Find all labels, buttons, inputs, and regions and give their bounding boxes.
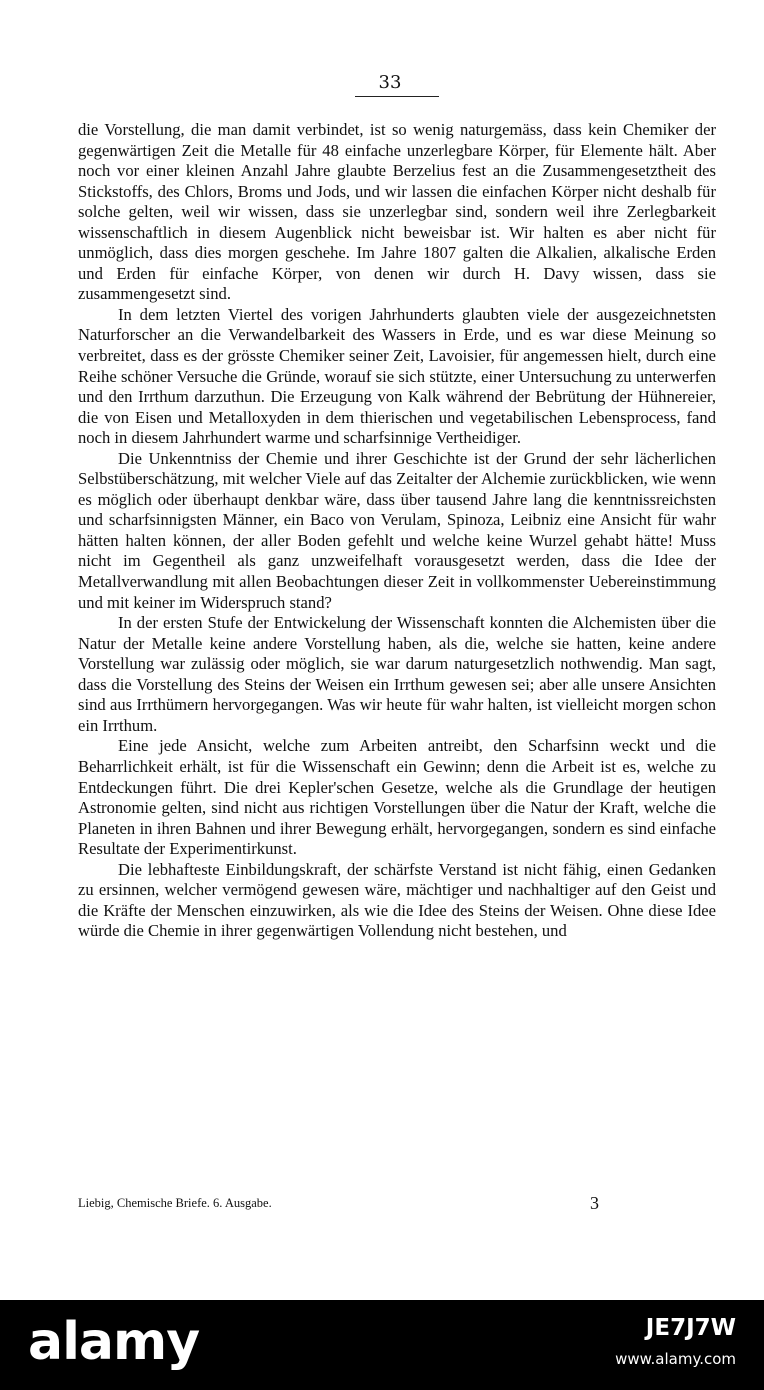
page-number: 33 bbox=[378, 72, 402, 93]
body-text bbox=[78, 120, 716, 942]
header-rule bbox=[355, 96, 439, 97]
paragraph: Die lebhafteste Einbildungskraft, der schärfste Verstand ist nicht fähig, einen Gedanken zu ersinnen, welcher vermögend gewesen wäre, mächtiger und nachhaltiger auf den Geist und die Kräfte der Menschen einzuwirken, als wie die Idee des Steins der Weisen. Ohne diese Idee würde die Chemie in ihrer gegenwärtigen Vollendung nicht bestehen, und bbox=[78, 859, 716, 941]
watermark-url: www.alamy.com bbox=[615, 1350, 736, 1368]
paragraph: Eine jede Ansicht, welche zum Arbeiten antreibt, den Scharfsinn weckt und die Beharrlichkeit erhält, ist für die Wissenschaft ein Gewinn; denn die Arbeit ist es, welche zu Entdeckungen führt. Die drei Kepler'schen Gesetze, welche als die Grundlage der heutigen Astronomie gelten, sind nicht aus richtigen Vorstellungen über die Natur der Kraft, welche die Planeten in ihren Bahnen und ihrer Bewegung erhält, hervorgegangen, sondern es sind einfache Resultate der Experimentirkunst. bbox=[78, 736, 716, 859]
footer-signature: Liebig, Chemische Briefe. 6. Ausgabe. bbox=[78, 1196, 272, 1210]
watermark-image-id: JE7J7W bbox=[645, 1315, 736, 1341]
watermark-logo: alamy bbox=[28, 1312, 200, 1372]
paragraph-continuation: die Vorstellung, die man damit verbindet, ist so wenig naturgemäss, dass kein Chemiker der gegenwärtigen Zeit die Metalle für 48 einfache unzerlegbare Körper, für Elemente hält. Aber noch vor einer kleinen Anzahl Jahre glaubte Berzelius fest an die Zusammengesetztheit des Stickstoffs, des Chlors, Broms und Jods, und wir lassen die einfachen Körper nicht deshalb für solche gelten, weil wir wissen, dass sie unzerlegbar sind, sondern weil ihre Zerlegbarkeit wissenschaftlich in diesem Augenblick nicht beweisbar ist. Wir halten es aber nicht für unmöglich, dass dies morgen geschehe. Im Jahre 1807 galten die Alkalien, alkalische Erden und Erden für einfache Körper, von denen wir durch H. Davy wissen, dass sie zusammengesetzt sind. bbox=[78, 120, 716, 304]
paragraph: In der ersten Stufe der Entwickelung der Wissenschaft konnten die Alchemisten über die Natur der Metalle keine andere Vorstellung haben, als die, welche sie hatten, keine andere Vorstellung war zulässig oder möglich, sie war darum naturgesetzlich nothwendig. Man sagt, dass die Vorstellung des Steins der Weisen ein Irrthum gewesen sei; aber alle unsere Ansichten sind aus Irrthümern hervorgegangen. Was wir heute für wahr halten, ist vielleicht morgen schon ein Irrthum. bbox=[78, 613, 716, 735]
paragraph: Die Unkenntniss der Chemie und ihrer Geschichte ist der Grund der sehr lächerlichen Selbstüberschätzung, mit welcher Viele auf das Zeitalter der Alchemie zurückblicken, wie wenn es möglich oder überhaupt denkbar wäre, dass über tausend Jahre lang die kenntnissreichsten und scharfsinnigsten Männer, ein Baco von Verulam, Spinoza, Leibniz eine Ansicht für wahr hätten halten können, der aller Boden gefehlt und welche keine Wurzel gehabt hätte! Muss nicht im Gegentheil als ganz unzweifelhaft vorausgesetzt werden, dass die Idee der Metallverwandlung mit allen Beobachtungen dieser Zeit in vollkommenster Uebereinstimmung und mit keiner im Widerspruch stand? bbox=[78, 448, 716, 612]
sheet-number: 3 bbox=[590, 1193, 599, 1213]
paragraph: In dem letzten Viertel des vorigen Jahrhunderts glaubten viele der ausgezeichnetsten Naturforscher an die Verwandelbarkeit des Wassers in Erde, und es war diese Meinung so verbreitet, dass es der grösste Chemiker seiner Zeit, Lavoisier, für angemessen hielt, durch eine Reihe schöner Versuche die Gründe, worauf sie sich stützte, einer Untersuchung zu unterwerfen und den Irrthum darzuthun. Die Erzeugung von Kalk während der Bebrütung der Hühnereier, die von Eisen und Metalloxyden in dem thierischen und vegetabilischen Lebensprocess, fand noch in diesem Jahrhundert warme und scharfsinnige Vertheidiger. bbox=[78, 304, 716, 448]
